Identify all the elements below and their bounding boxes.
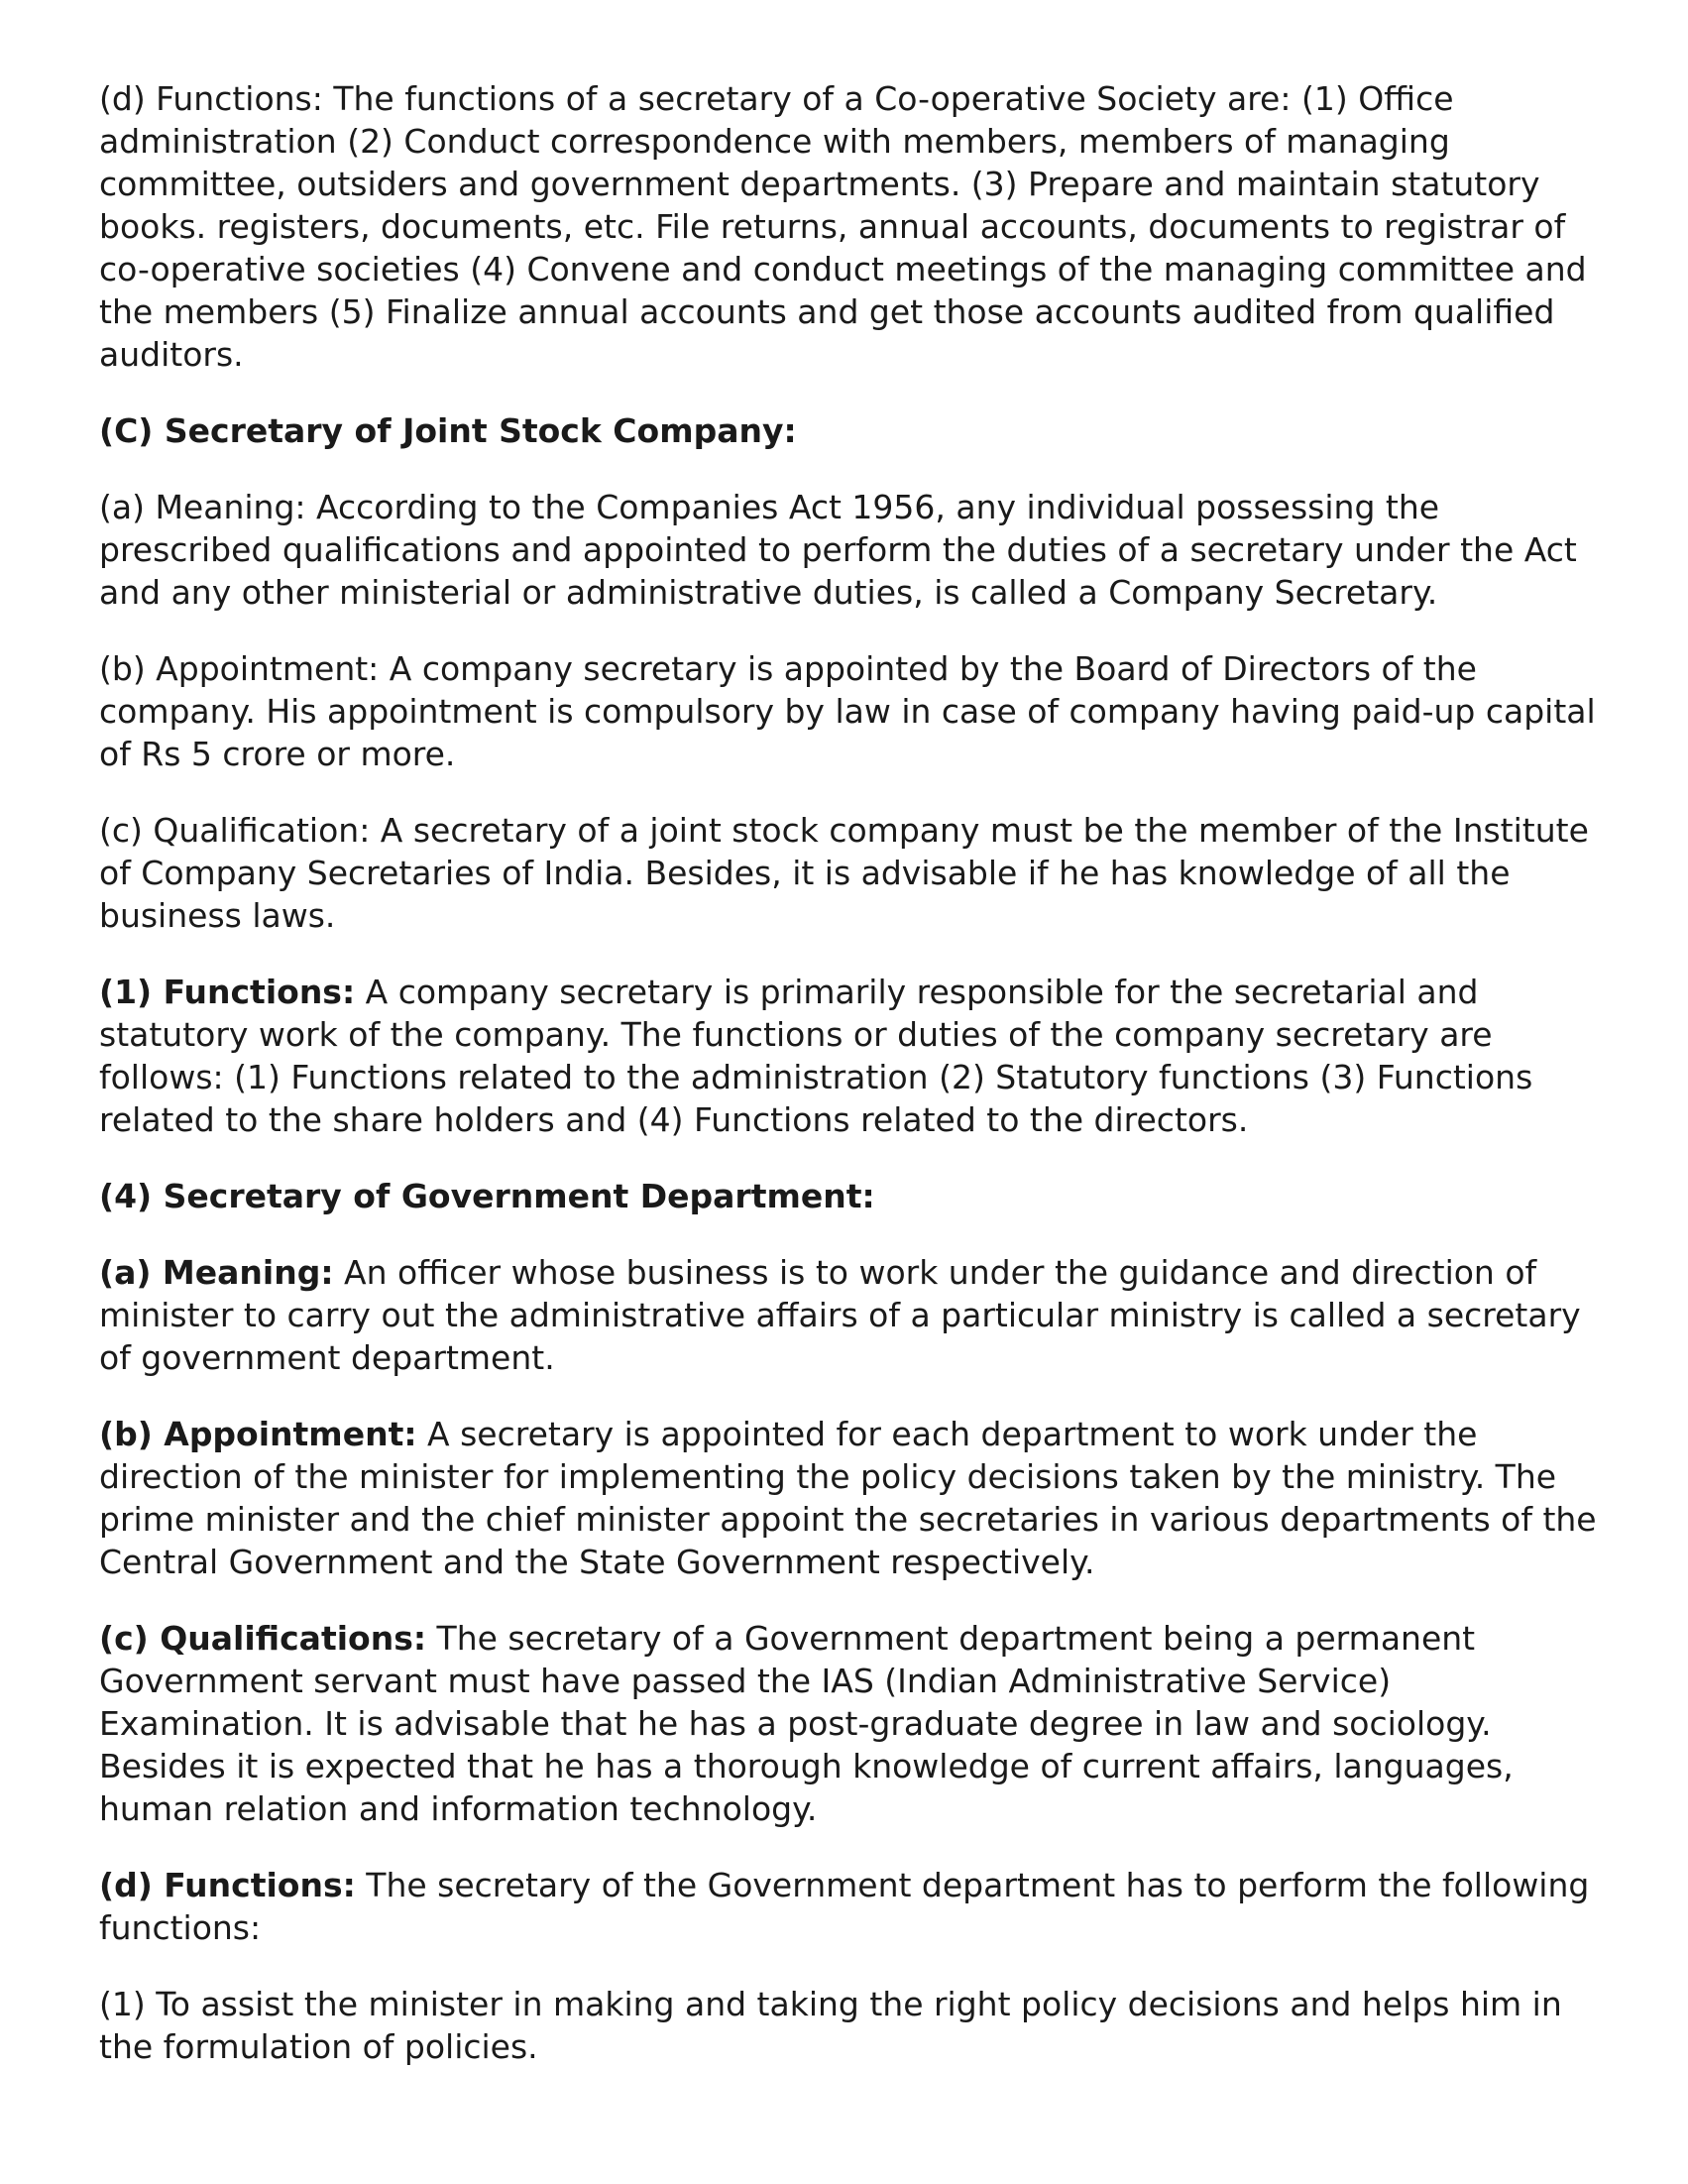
lead-label: (1) Functions: [99,973,356,1011]
paragraph-body: The secretary of a Government department being a permanent Government servant must have passed the IAS (Indian Administrative Service) Examination. It is advisable that he has a post-graduate degree in law and sociology. Besides it is expected that he has a thorough knowledge of current affairs, languages, human relation and information technology. [99,1619,1514,1828]
lead-label: (d) Functions: [99,1866,356,1904]
paragraph-body: A secretary is appointed for each department to work under the direction of the minister for implementing the policy decisions taken by the ministry. The prime minister and the chief minister appoint the secretaries in various departments of the Central Government and the State Government respectively. [99,1415,1597,1581]
paragraph-body: The secretary of the Government department has to perform the following functions: [99,1866,1590,1947]
lead-label: (c) Qualifications: [99,1619,427,1658]
paragraph-coop-functions: (d) Functions: The functions of a secretary of a Co-operative Society are: (1) Office administration (2) Conduct correspondence with members, members of managing committee, outsiders and government departments. (3) Prepare and maintain statutory books. registers, documents, etc. File returns, annual accounts, documents to registrar of co-operative societies (4) Convene and conduct meetings of the managing committee and the members (5) Finalize annual accounts and get those accounts audited from qualified auditors. [99,79,1587,374]
paragraph-company-meaning: (a) Meaning: According to the Companies Act 1956, any individual possessing the prescribed qualifications and appointed to perform the duties of a secretary under the Act and any other ministerial or administrative duties, is called a Company Secretary. [99,488,1577,612]
paragraph-gov-appointment [99,1413,1599,1583]
heading-government-department: (4) Secretary of Government Department: [99,1177,875,1215]
heading-joint-stock-company: (C) Secretary of Joint Stock Company: [99,411,797,450]
lead-label: (a) Meaning: [99,1253,334,1292]
paragraph-body: A company secretary is primarily responsible for the secretarial and statutory work of the company. The functions or duties of the company secretary are follows: (1) Functions related to the administration (2) Statutory functions (3) Functions related to the share holders and (4) Functions related to the directors. [99,973,1533,1139]
paragraph-body: An officer whose business is to work under the guidance and direction of minister to carry out the administrative affairs of a particular ministry is called a secretary of government department. [99,1253,1581,1377]
paragraph-gov-meaning [99,1251,1599,1379]
paragraph-gov-qualifications [99,1617,1599,1830]
lead-label: (b) Appointment: [99,1415,417,1453]
paragraph-company-qualification: (c) Qualification: A secretary of a joint stock company must be the member of the Institute of Company Secretaries of India. Besides, it is advisable if he has knowledge of all the business laws. [99,811,1589,935]
paragraph-company-functions [99,971,1599,1141]
paragraph-gov-functions [99,1864,1599,1949]
paragraph-gov-function-1: (1) To assist the minister in making and taking the right policy decisions and helps him in the formulation of policies. [99,1985,1562,2066]
paragraph-company-appointment: (b) Appointment: A company secretary is appointed by the Board of Directors of the company. His appointment is compulsory by law in case of company having paid-up capital of Rs 5 crore or more. [99,649,1596,773]
